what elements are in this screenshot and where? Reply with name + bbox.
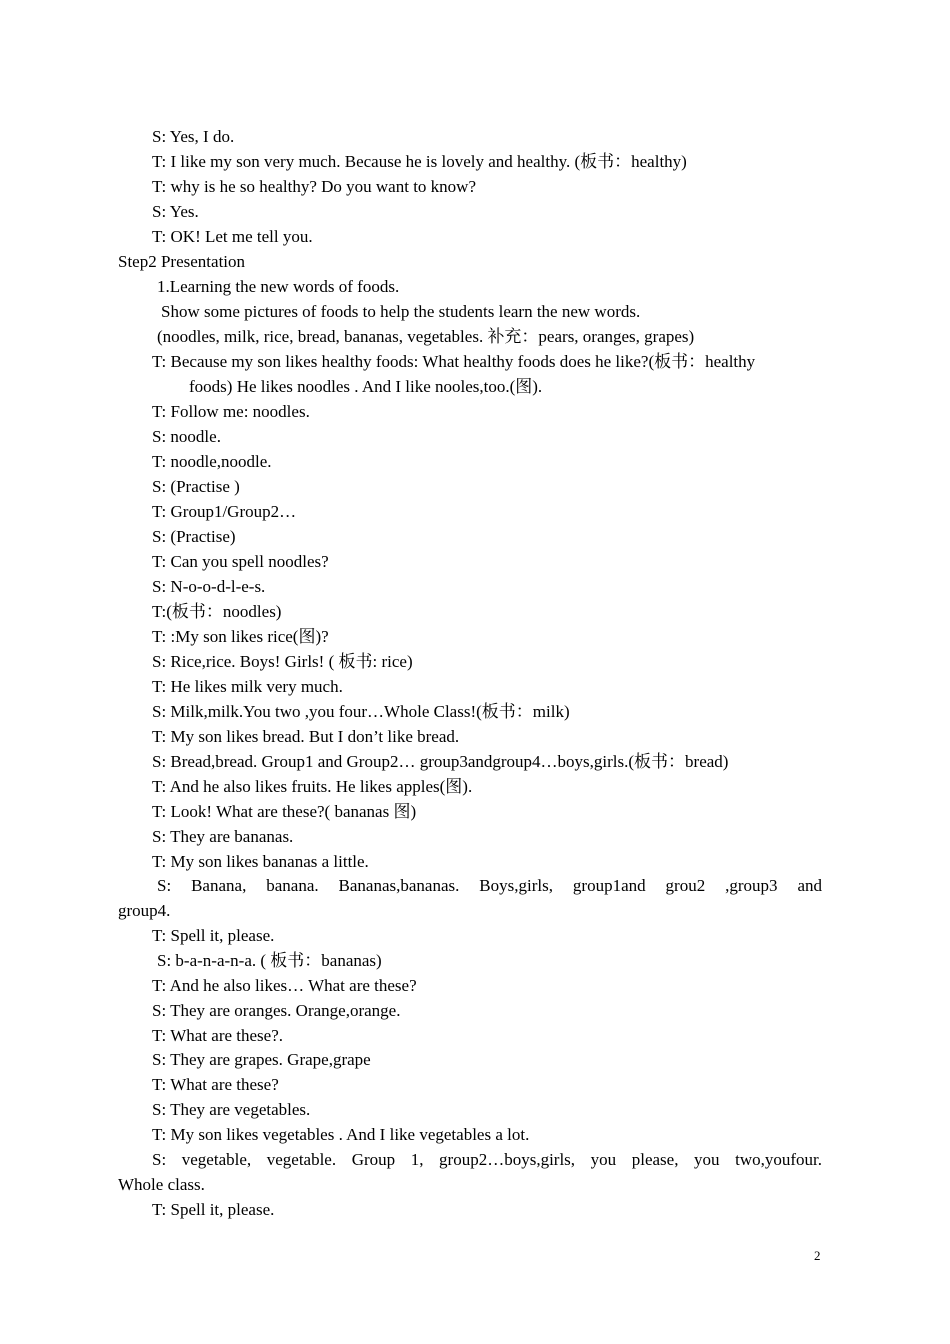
page-number: 2 [814, 1248, 821, 1263]
text-line: (noodles, milk, rice, bread, bananas, vegetables. 补充：pears, oranges, grapes) [157, 327, 695, 346]
text-line-justified: S: Banana, banana. Bananas,bananas. Boys,girls, group1and grou2 ,group3 and [157, 876, 822, 895]
text-line-justified: S: vegetable, vegetable. Group 1, group2…boys,girls, you please, you two,youfour. [152, 1150, 822, 1169]
text-line: Show some pictures of foods to help the students learn the new words. [161, 302, 641, 321]
text-line: T: I like my son very much. Because he is lovely and healthy. (板书：healthy) [152, 152, 687, 171]
text-line: S: (Practise ) [152, 477, 240, 496]
text-line: T: Spell it, please. [152, 926, 275, 945]
text-line: T: Can you spell noodles? [152, 552, 329, 571]
text-line: T: noodle,noodle. [152, 452, 272, 471]
text-line: S: Bread,bread. Group1 and Group2… group3andgroup4…boys,girls.(板书：bread) [152, 752, 729, 771]
text-line: T: He likes milk very much. [152, 677, 343, 696]
text-line: S: N-o-o-d-l-e-s. [152, 577, 266, 596]
text-line: 1.Learning the new words of foods. [157, 277, 400, 296]
text-line: T: Spell it, please. [152, 1200, 275, 1219]
text-line: T: What are these?. [152, 1026, 283, 1045]
text-line: S: noodle. [152, 427, 221, 446]
text-line: S: They are grapes. Grape,grape [152, 1050, 371, 1069]
text-line: T: Because my son likes healthy foods: What healthy foods does he like?(板书：healthy [152, 352, 756, 371]
text-line: T: My son likes vegetables . And I like vegetables a lot. [152, 1125, 530, 1144]
text-line: S: They are vegetables. [152, 1100, 311, 1119]
text-line: T: What are these? [152, 1075, 279, 1094]
text-line: S: They are oranges. Orange,orange. [152, 1001, 401, 1020]
text-line: T: My son likes bread. But I don’t like bread. [152, 727, 460, 746]
text-line: T: :My son likes rice(图)? [152, 627, 329, 646]
text-line: S: Yes, I do. [152, 127, 235, 146]
text-line: T: And he also likes… What are these? [152, 976, 417, 995]
text-line: S: (Practise) [152, 527, 236, 546]
text-line: T: why is he so healthy? Do you want to know? [152, 177, 476, 196]
text-line: T: Group1/Group2… [152, 502, 297, 521]
text-line: S: b-a-n-a-n-a. ( 板书：bananas) [157, 951, 382, 970]
text-line: T: Follow me: noodles. [152, 402, 310, 421]
text-line: Whole class. [118, 1175, 205, 1194]
text-line: group4. [118, 901, 171, 920]
text-line: S: They are bananas. [152, 827, 294, 846]
text-line: T: And he also likes fruits. He likes apples(图). [152, 777, 473, 796]
section-heading: Step2 Presentation [118, 252, 246, 271]
text-line: S: Rice,rice. Boys! Girls! ( 板书: rice) [152, 652, 413, 671]
text-line: foods) He likes noodles . And I like nooles,too.(图). [189, 377, 543, 396]
text-line: T: My son likes bananas a little. [152, 852, 369, 871]
text-line: S: Milk,milk.You two ,you four…Whole Class!(板书：milk) [152, 702, 570, 721]
text-line: T: OK! Let me tell you. [152, 227, 313, 246]
text-line: T: Look! What are these?( bananas 图) [152, 802, 417, 821]
text-line: S: Yes. [152, 202, 199, 221]
text-line: T:(板书：noodles) [152, 602, 282, 621]
